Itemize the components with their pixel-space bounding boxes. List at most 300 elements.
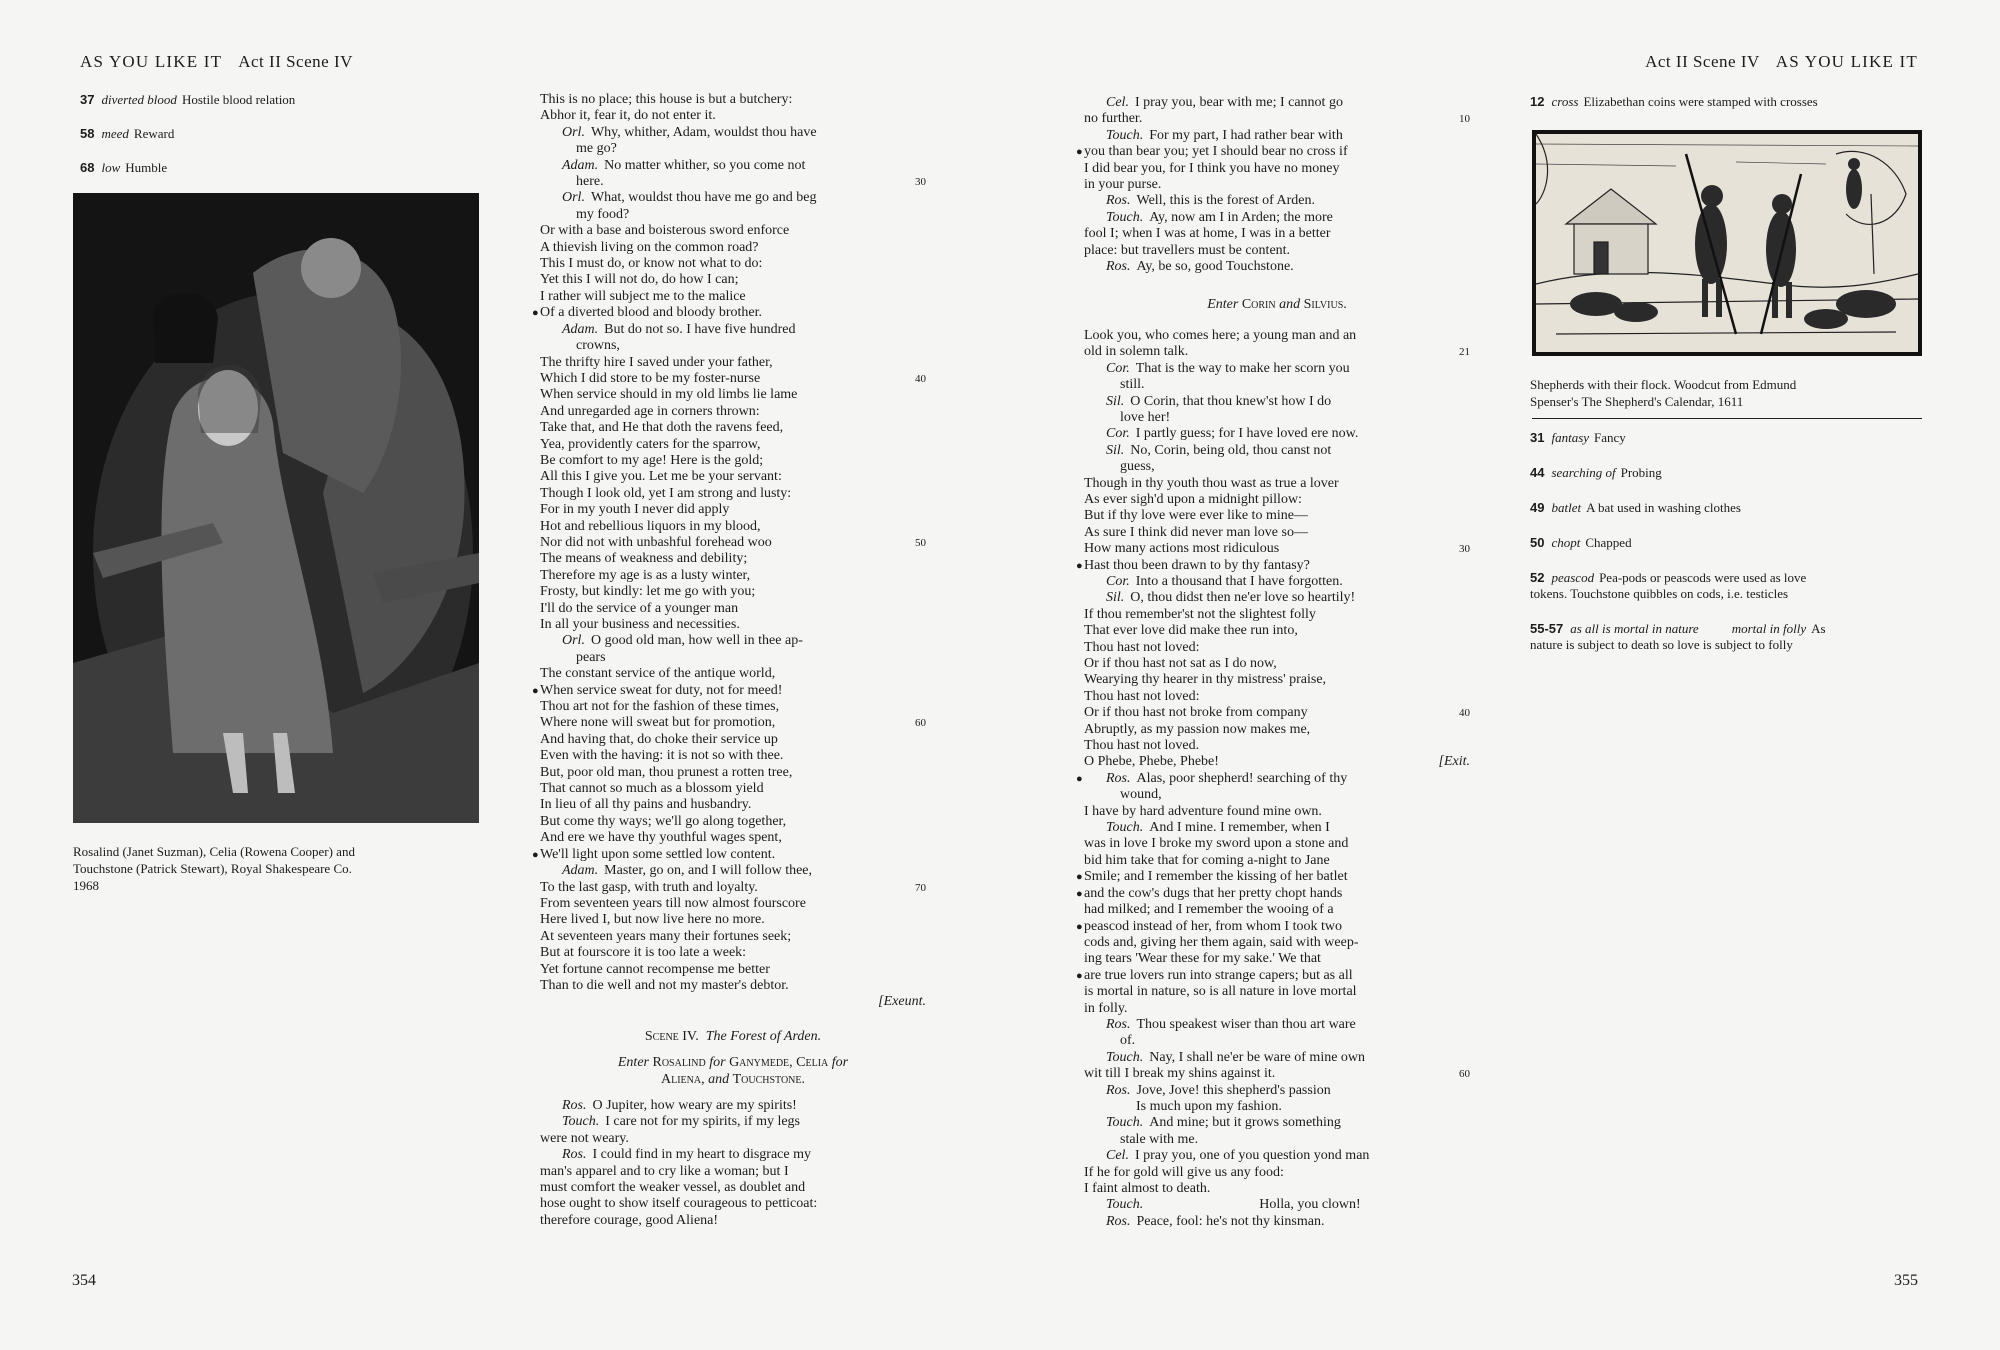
verse-text: bid him take that for coming a-night to Jane bbox=[1084, 852, 1330, 868]
gloss-58: 58 meed Reward bbox=[80, 126, 175, 141]
verse-line bbox=[540, 617, 926, 633]
verse-text: you than bear you; yet I should bear no cross if bbox=[1084, 144, 1348, 160]
verse-text: of. bbox=[1120, 1033, 1136, 1049]
speaker-name: Touch. bbox=[1106, 127, 1144, 143]
right-gloss-list bbox=[1530, 430, 1930, 669]
verse-text: in your purse. bbox=[1084, 177, 1162, 193]
verse-line bbox=[540, 240, 926, 256]
verse-text: No, Corin, being old, thou canst not bbox=[1130, 442, 1332, 458]
verse-text: This is no place; this house is but a butchery: bbox=[540, 92, 793, 107]
verse-text: Yea, providently caters for the sparrow, bbox=[540, 436, 761, 452]
verse-line bbox=[1084, 902, 1470, 918]
speaker-name: Touch. bbox=[1106, 1197, 1144, 1213]
verse-line bbox=[540, 174, 926, 190]
verse-line bbox=[540, 92, 926, 108]
verse-text: me go? bbox=[576, 141, 617, 157]
verse-text: The means of weakness and debility; bbox=[540, 551, 748, 567]
speaker-name: Cel. bbox=[1106, 95, 1129, 110]
verse-text: is mortal in nature, so is all nature in love mortal bbox=[1084, 984, 1357, 1000]
verse-text: Nor did not with unbashful forehead woo bbox=[540, 534, 772, 550]
running-head-left: AS YOU LIKE IT Act II Scene IV bbox=[80, 52, 353, 71]
verse-line bbox=[1084, 574, 1470, 590]
verse-text: And ere we have thy youthful wages spent, bbox=[540, 830, 782, 846]
verse-line bbox=[1084, 210, 1470, 226]
verse-line bbox=[540, 781, 926, 797]
verse-text: Is much upon my fashion. bbox=[1136, 1098, 1282, 1114]
verse-line bbox=[1084, 193, 1470, 209]
col2-lines-2 bbox=[1076, 327, 1470, 1230]
verse-text: Even with the having: it is not so with thee. bbox=[540, 748, 784, 764]
verse-text: That cannot so much as a blossom yield bbox=[540, 781, 764, 797]
verse-line bbox=[540, 765, 926, 781]
text-column-1 bbox=[532, 92, 926, 1229]
stage-direction-enter-corin: Enter Corin and Silvius. bbox=[1207, 297, 1347, 313]
speaker-name: Orl. bbox=[562, 633, 585, 649]
verse-text: A thievish living on the common road? bbox=[540, 239, 759, 255]
speaker-name: Touch. bbox=[1106, 1115, 1144, 1131]
verse-line bbox=[540, 1213, 926, 1229]
verse-line bbox=[540, 1147, 926, 1163]
verse-line bbox=[540, 1114, 926, 1130]
verse-line bbox=[1084, 738, 1470, 754]
verse-text: In all your business and necessities. bbox=[540, 617, 740, 632]
verse-line bbox=[540, 732, 926, 748]
verse-line bbox=[1084, 984, 1470, 1000]
verse-text: No matter whither, so you come not bbox=[604, 157, 806, 173]
speaker-name: Cor. bbox=[1106, 426, 1130, 442]
verse-line bbox=[1076, 885, 1470, 902]
verse-line bbox=[1084, 754, 1470, 770]
note-bullet-icon: ● bbox=[1076, 920, 1083, 933]
verse-text: In lieu of all thy pains and husbandry. bbox=[540, 797, 752, 813]
verse-line bbox=[540, 830, 926, 846]
note-bullet-icon: ● bbox=[532, 307, 539, 320]
verse-line bbox=[1084, 1066, 1470, 1082]
verse-line bbox=[1084, 177, 1470, 193]
verse-text: old in solemn talk. bbox=[1084, 344, 1189, 360]
col1-lines bbox=[532, 92, 926, 994]
verse-text: hose ought to show itself courageous to petticoat: bbox=[540, 1196, 818, 1212]
verse-text: This I must do, or know not what to do: bbox=[540, 256, 763, 272]
page-number-left: 354 bbox=[72, 1272, 96, 1289]
verse-line bbox=[540, 223, 926, 239]
verse-line bbox=[540, 256, 926, 272]
verse-text: Thou hast not loved: bbox=[1084, 688, 1200, 704]
verse-line bbox=[540, 1196, 926, 1212]
verse-line bbox=[1084, 243, 1470, 259]
verse-text: And unregarded age in corners thrown: bbox=[540, 403, 760, 419]
gloss-52: 52 peascod Pea-pods or peascods were used as love tokens. Touchstone quibbles on cods, i.e. testicles bbox=[1530, 570, 1807, 601]
verse-line bbox=[540, 453, 926, 469]
verse-text: wound, bbox=[1120, 787, 1162, 803]
verse-text: I care not for my spirits, if my legs bbox=[605, 1114, 801, 1130]
verse-text: We'll light upon some settled low content. bbox=[540, 846, 776, 862]
verse-line bbox=[540, 896, 926, 912]
verse-line bbox=[540, 584, 926, 600]
verse-line bbox=[540, 289, 926, 305]
verse-text: I did bear you, for I think you have no money bbox=[1084, 160, 1340, 176]
verse-text: Nay, I shall ne'er be ware of mine own bbox=[1149, 1049, 1366, 1065]
verse-line bbox=[1084, 804, 1470, 820]
verse-line bbox=[540, 420, 926, 436]
running-head-right: Act II Scene IV AS YOU LIKE IT bbox=[1645, 52, 1918, 71]
gloss-31: 31 fantasy Fancy bbox=[1530, 430, 1626, 445]
verse-text: Take that, and He that doth the ravens feed, bbox=[540, 420, 784, 436]
verse-line bbox=[1084, 95, 1470, 111]
verse-line bbox=[1084, 476, 1470, 492]
verse-text: in folly. bbox=[1084, 1000, 1128, 1016]
verse-line bbox=[1076, 770, 1470, 787]
verse-text: here. bbox=[576, 174, 604, 190]
verse-line bbox=[540, 272, 926, 288]
verse-line bbox=[1084, 853, 1470, 869]
verse-line bbox=[1084, 1132, 1470, 1148]
verse-line bbox=[1084, 525, 1470, 541]
note-bullet-icon: ● bbox=[1076, 146, 1083, 159]
verse-text: If thou remember'st not the slightest folly bbox=[1084, 606, 1316, 622]
verse-text: Abruptly, as my passion now makes me, bbox=[1084, 721, 1311, 737]
verse-text: no further. bbox=[1084, 111, 1143, 127]
verse-text: I'll do the service of a younger man bbox=[540, 600, 739, 616]
line-number: 50 bbox=[915, 536, 926, 549]
verse-text: Of a diverted blood and bloody brother. bbox=[540, 305, 763, 321]
verse-text: O, thou didst then ne'er love so heartily! bbox=[1130, 590, 1356, 606]
verse-text: guess, bbox=[1120, 459, 1155, 475]
speaker-name: Sil. bbox=[1106, 442, 1125, 458]
verse-text: I partly guess; for I have loved ere now. bbox=[1135, 426, 1359, 442]
verse-text: still. bbox=[1120, 377, 1145, 393]
verse-line bbox=[1084, 426, 1470, 442]
verse-text: The constant service of the antique world, bbox=[540, 666, 776, 682]
verse-text: Holla, you clown! bbox=[1259, 1197, 1361, 1213]
verse-line bbox=[1084, 1033, 1470, 1049]
verse-text: stale with me. bbox=[1120, 1131, 1199, 1147]
verse-line bbox=[1084, 607, 1470, 623]
note-bullet-icon: ● bbox=[1076, 887, 1083, 900]
speaker-name: Cor. bbox=[1106, 360, 1130, 376]
verse-text: Master, go on, and I will follow thee, bbox=[604, 863, 813, 879]
verse-text: Smile; and I remember the kissing of her batlet bbox=[1084, 869, 1348, 885]
verse-line bbox=[540, 108, 926, 124]
verse-line bbox=[1084, 951, 1470, 967]
verse-text: and the cow's dugs that her pretty chopt hands bbox=[1084, 885, 1343, 901]
verse-line bbox=[540, 125, 926, 141]
verse-line bbox=[540, 469, 926, 485]
verse-text: Here lived I, but now live here no more. bbox=[540, 912, 765, 928]
verse-text: All this I give you. Let me be your servant: bbox=[540, 469, 782, 485]
woodcut-shepherds bbox=[1536, 134, 1918, 352]
verse-text: How many actions most ridiculous bbox=[1084, 541, 1280, 557]
verse-line bbox=[540, 633, 926, 649]
speaker-name: Orl. bbox=[562, 124, 585, 140]
verse-text: If he for gold will give us any food: bbox=[1084, 1164, 1284, 1180]
verse-text: Be comfort to my age! Here is the gold; bbox=[540, 452, 764, 468]
speaker-name: Ros. bbox=[1106, 1082, 1131, 1098]
verse-text: wit till I break my shins against it. bbox=[1084, 1066, 1276, 1082]
gloss-68: 68 low Humble bbox=[80, 160, 168, 175]
verse-line bbox=[1084, 344, 1470, 360]
speaker-name: Touch. bbox=[562, 1114, 600, 1130]
verse-line bbox=[540, 486, 926, 502]
speaker-name: Ros. bbox=[1106, 193, 1131, 209]
verse-line bbox=[540, 1164, 926, 1180]
note-bullet-icon: ● bbox=[1076, 871, 1083, 884]
verse-line bbox=[540, 322, 926, 338]
verse-line bbox=[1084, 259, 1470, 275]
verse-text: To the last gasp, with truth and loyalty. bbox=[540, 879, 758, 895]
speaker-name: Touch. bbox=[1106, 209, 1144, 225]
verse-text: fool I; when I was at home, I was in a better bbox=[1084, 226, 1331, 242]
verse-text: pears bbox=[576, 649, 606, 665]
verse-line bbox=[540, 929, 926, 945]
verse-line bbox=[1084, 377, 1470, 393]
verse-line bbox=[1084, 672, 1470, 688]
verse-text: O Corin, that thou knew'st how I do bbox=[1130, 393, 1332, 409]
verse-line bbox=[1084, 1050, 1470, 1066]
col1-lines-2 bbox=[540, 1098, 926, 1229]
verse-text: But if thy love were ever like to mine— bbox=[1084, 508, 1308, 524]
verse-line bbox=[540, 355, 926, 371]
verse-text: For my part, I had rather bear with bbox=[1149, 127, 1343, 143]
verse-line bbox=[540, 437, 926, 453]
speaker-name: Ros. bbox=[562, 1097, 587, 1113]
verse-line bbox=[532, 305, 926, 321]
verse-line bbox=[540, 1098, 926, 1114]
verse-line bbox=[540, 715, 926, 731]
verse-line bbox=[1084, 722, 1470, 738]
speaker-name: Adam. bbox=[562, 321, 599, 337]
verse-line bbox=[1084, 128, 1470, 144]
verse-text: I pray you, bear with me; I cannot go bbox=[1134, 95, 1343, 110]
verse-text: I faint almost to death. bbox=[1084, 1181, 1211, 1196]
speaker-name: Orl. bbox=[562, 190, 585, 206]
verse-line bbox=[1084, 590, 1470, 606]
verse-line bbox=[1084, 689, 1470, 705]
verse-text: Look you, who comes here; a young man and an bbox=[1084, 327, 1357, 343]
speaker-name: Adam. bbox=[562, 157, 599, 173]
verse-text: Abhor it, fear it, do not enter it. bbox=[540, 108, 716, 124]
verse-text: Where none will sweat but for promotion, bbox=[540, 715, 776, 731]
verse-text: Hast thou been drawn to by thy fantasy? bbox=[1084, 557, 1310, 573]
verse-text: Frosty, but kindly: let me go with you; bbox=[540, 584, 756, 600]
verse-text: was in love I broke my sword upon a stone and bbox=[1084, 836, 1349, 852]
verse-text: For in my youth I never did apply bbox=[540, 502, 730, 518]
verse-text: must comfort the weaker vessel, as doublet and bbox=[540, 1180, 806, 1195]
verse-line bbox=[540, 568, 926, 584]
photo-figures bbox=[73, 193, 479, 823]
verse-text: Or if thou hast not broke from company bbox=[1084, 705, 1308, 721]
left-gloss-list bbox=[80, 92, 295, 192]
verse-line bbox=[540, 601, 926, 617]
verse-text: Hot and rebellious liquors in my blood, bbox=[540, 518, 761, 534]
verse-text: As ever sigh'd upon a midnight pillow: bbox=[1084, 491, 1302, 507]
woodcut-caption: Shepherds with their flock. Woodcut from Edmund Spenser's The Shepherd's Calendar, 1611 bbox=[1530, 377, 1797, 409]
verse-line bbox=[540, 814, 926, 830]
verse-text: But do not so. I have five hundred bbox=[604, 321, 796, 337]
gloss-divider-rule bbox=[1532, 418, 1922, 419]
speaker-name: Ros. bbox=[1106, 770, 1131, 786]
verse-line bbox=[540, 880, 926, 896]
speaker-name: Ros. bbox=[1106, 1213, 1131, 1229]
verse-line bbox=[1084, 508, 1470, 524]
verse-text: But at fourscore it is too late a week: bbox=[540, 945, 747, 961]
verse-text: When service sweat for duty, not for meed! bbox=[540, 682, 783, 698]
verse-text: That ever love did make thee run into, bbox=[1084, 623, 1298, 639]
line-number: 40 bbox=[1459, 707, 1470, 720]
verse-line bbox=[540, 158, 926, 174]
verse-line bbox=[1076, 967, 1470, 984]
verse-line bbox=[1084, 787, 1470, 803]
verse-text: When service should in my old limbs lie lame bbox=[540, 387, 798, 403]
verse-line bbox=[1084, 640, 1470, 656]
verse-text: Alas, poor shepherd! searching of thy bbox=[1136, 770, 1348, 786]
verse-text: therefore courage, good Aliena! bbox=[540, 1212, 719, 1228]
verse-text: What, wouldst thou have me go and beg bbox=[590, 190, 817, 206]
verse-line bbox=[1084, 1001, 1470, 1017]
verse-text: Yet fortune cannot recompense me better bbox=[540, 961, 770, 977]
verse-line bbox=[540, 666, 926, 682]
verse-text: And mine; but it grows something bbox=[1149, 1115, 1341, 1131]
scene-heading: Scene IV. The Forest of Arden. bbox=[644, 1028, 822, 1044]
verse-text: cods and, giving her them again, said with weep- bbox=[1084, 934, 1359, 950]
verse-text: Ay, now am I in Arden; the more bbox=[1149, 209, 1333, 225]
verse-line bbox=[1084, 1099, 1470, 1115]
verse-text: Therefore my age is as a lusty winter, bbox=[540, 567, 751, 583]
verse-line bbox=[1084, 1197, 1470, 1213]
verse-text: Why, whither, Adam, wouldst thou have bbox=[590, 124, 817, 140]
gloss-55-57: 55-57 as all is mortal in nature mortal in folly As nature is subject to death so love is subject to folly bbox=[1530, 621, 1826, 652]
text-column-2 bbox=[1076, 95, 1470, 1230]
verse-text: Thou hast not loved. bbox=[1084, 738, 1200, 754]
verse-line bbox=[1084, 820, 1470, 836]
verse-line bbox=[1084, 1181, 1470, 1197]
verse-line bbox=[1076, 918, 1470, 935]
stage-direction-exeunt: [Exeunt. bbox=[878, 994, 926, 1010]
speaker-name: Touch. bbox=[1106, 1049, 1144, 1065]
verse-line bbox=[540, 945, 926, 961]
verse-line bbox=[1076, 557, 1470, 574]
verse-line bbox=[540, 404, 926, 420]
verse-text: Or if thou hast not sat as I do now, bbox=[1084, 656, 1277, 671]
verse-line bbox=[1084, 161, 1470, 177]
photo-caption: Rosalind (Janet Suzman), Celia (Rowena Cooper) and Touchstone (Patrick Stewart), Royal Shakespeare Co. 1968 bbox=[73, 844, 355, 893]
verse-line bbox=[540, 535, 926, 551]
verse-text: Wearying thy hearer in thy mistress' praise, bbox=[1084, 672, 1327, 688]
verse-line bbox=[1084, 1017, 1470, 1033]
verse-text: Peace, fool: he's not thy kinsman. bbox=[1136, 1213, 1325, 1229]
line-number: 60 bbox=[915, 717, 926, 730]
line-number: 70 bbox=[915, 881, 926, 894]
verse-line bbox=[1084, 492, 1470, 508]
verse-line bbox=[1084, 541, 1470, 557]
verse-line bbox=[1084, 394, 1470, 410]
verse-line bbox=[540, 519, 926, 535]
verse-text: Thou art not for the fashion of these times, bbox=[540, 699, 780, 715]
verse-text: Thou speakest wiser than thou art ware bbox=[1136, 1016, 1356, 1032]
verse-text: And having that, do choke their service up bbox=[540, 731, 778, 747]
verse-text: are true lovers run into strange capers; but as all bbox=[1084, 967, 1353, 983]
stage-direction-enter: Enter Rosalind for Ganymede, Celia for Aliena, and Touchstone. bbox=[617, 1055, 849, 1087]
verse-line bbox=[1084, 226, 1470, 242]
verse-text: O Phebe, Phebe, Phebe! bbox=[1084, 754, 1219, 770]
col2-lines bbox=[1076, 95, 1470, 275]
verse-text: I could find in my heart to disgrace my bbox=[592, 1147, 811, 1163]
verse-line bbox=[1084, 459, 1470, 475]
verse-line bbox=[1076, 144, 1470, 160]
line-number: 10 bbox=[1459, 113, 1470, 126]
verse-line bbox=[540, 502, 926, 518]
speaker-name: Cor. bbox=[1106, 573, 1130, 589]
speaker-name: Touch. bbox=[1106, 820, 1144, 836]
verse-text: place: but travellers must be content. bbox=[1084, 242, 1291, 258]
verse-text: O good old man, how well in thee ap- bbox=[590, 633, 803, 649]
verse-text: were not weary. bbox=[540, 1130, 629, 1146]
gloss-37: 37 diverted blood Hostile blood relation bbox=[80, 92, 296, 107]
speaker-name: Sil. bbox=[1106, 393, 1125, 409]
verse-text: Yet this I will not do, do how I can; bbox=[540, 272, 739, 288]
verse-text: I have by hard adventure found mine own. bbox=[1084, 803, 1322, 819]
line-number: 60 bbox=[1459, 1068, 1470, 1081]
verse-text: ing tears 'Wear these for my sake.' We that bbox=[1084, 951, 1321, 967]
verse-line bbox=[540, 551, 926, 567]
verse-line bbox=[540, 338, 926, 354]
verse-text: Than to die well and not my master's debtor. bbox=[540, 977, 789, 993]
verse-text: had milked; and I remember the wooing of a bbox=[1084, 902, 1334, 918]
verse-text: O Jupiter, how weary are my spirits! bbox=[592, 1097, 797, 1113]
verse-text: Jove, Jove! this shepherd's passion bbox=[1136, 1082, 1331, 1098]
right-top-gloss bbox=[1530, 94, 1818, 126]
verse-line bbox=[540, 190, 926, 206]
note-bullet-icon: ● bbox=[1076, 772, 1083, 785]
verse-text: Though I look old, yet I am strong and lusty: bbox=[540, 485, 792, 501]
verse-line bbox=[540, 1180, 926, 1196]
verse-line bbox=[540, 207, 926, 223]
woodcut-illustration bbox=[1532, 130, 1922, 356]
gloss-12: 12 cross Elizabethan coins were stamped with crosses bbox=[1530, 94, 1818, 109]
note-bullet-icon: ● bbox=[532, 684, 539, 697]
line-number: 30 bbox=[1459, 543, 1470, 556]
verse-text: Into a thousand that I have forgotten. bbox=[1135, 573, 1343, 589]
verse-text: my food? bbox=[576, 206, 630, 222]
verse-line bbox=[1084, 656, 1470, 672]
verse-line bbox=[1084, 410, 1470, 426]
verse-line bbox=[540, 387, 926, 403]
speaker-name: Adam. bbox=[562, 863, 599, 879]
speaker-name: Ros. bbox=[562, 1147, 587, 1163]
verse-text: man's apparel and to cry like a woman; but I bbox=[540, 1163, 789, 1179]
verse-text: And I mine. I remember, when I bbox=[1149, 820, 1330, 836]
verse-line bbox=[540, 141, 926, 157]
verse-text: love her! bbox=[1120, 409, 1171, 425]
note-bullet-icon: ● bbox=[532, 848, 539, 861]
verse-text: But come thy ways; we'll go along together, bbox=[540, 813, 787, 829]
verse-line bbox=[1084, 935, 1470, 951]
verse-text: Which I did store to be my foster-nurse bbox=[540, 370, 761, 386]
verse-line bbox=[1076, 869, 1470, 885]
gloss-50: 50 chopt Chapped bbox=[1530, 535, 1632, 550]
verse-line bbox=[1084, 1148, 1470, 1164]
speaker-name: Sil. bbox=[1106, 590, 1125, 606]
production-photo bbox=[73, 193, 479, 823]
verse-line bbox=[1084, 623, 1470, 639]
verse-line bbox=[1084, 1115, 1470, 1131]
verse-text: Well, this is the forest of Arden. bbox=[1136, 193, 1316, 209]
verse-text: peascod instead of her, from whom I took two bbox=[1084, 918, 1342, 934]
line-number: 21 bbox=[1459, 346, 1470, 359]
speaker-name: Ros. bbox=[1106, 259, 1131, 275]
line-number: 40 bbox=[915, 372, 926, 385]
verse-line bbox=[540, 371, 926, 387]
